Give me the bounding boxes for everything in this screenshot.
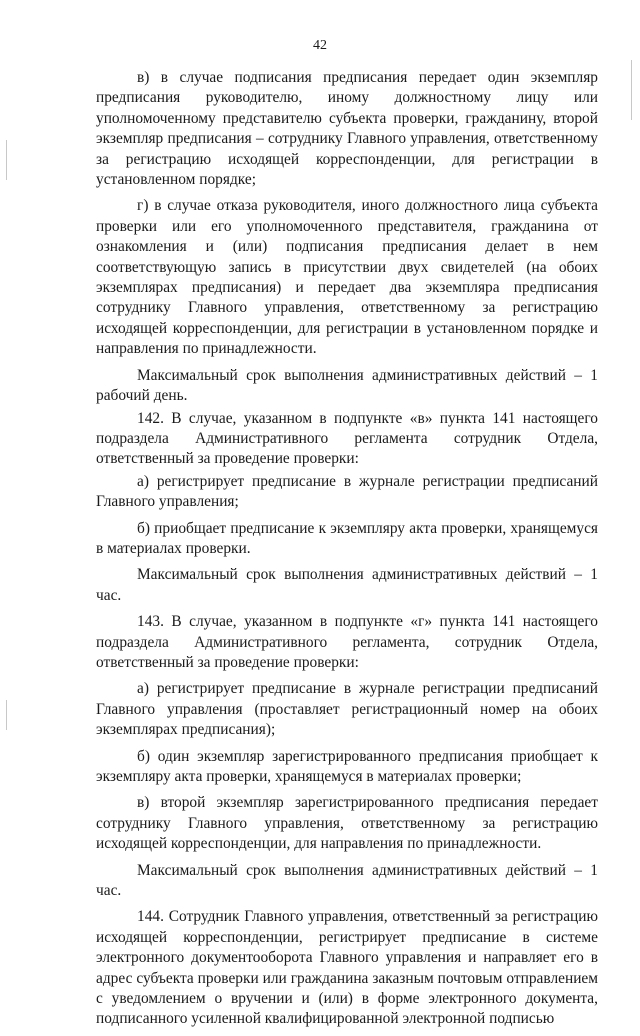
paragraph-142-b: б) приобщает предписание к экземпляру акта проверки, хранящемуся в материалах проверки. — [96, 519, 598, 557]
scan-edge-mark-right — [631, 60, 632, 120]
paragraph-deadline-3: Максимальный срок выполнения административных действий – 1 час. — [96, 861, 598, 900]
paragraph-141-v: в) в случае подписания предписания передает один экземпляр предписания руководителю, иному должностному лицу или уполномоченному представителю субъекта проверки, гражданину, второй экземпляр предписания – сотруднику Главного управления, ответственному за регистрацию исходящей корреспонденции, для регистрации в установленном порядке; — [96, 69, 598, 189]
paragraph-144: 144. Сотрудник Главного управления, ответственный за регистрацию исходящей корреспонденции, регистрирует предписание в системе электронного документооборота Главного управления и направляет его в адрес субъекта проверки или гражданина заказным почтовым отправлением с уведомлением о вручении и (или) в форме электронного документа, подписанного усиленной квалифицированной электронной подписью — [96, 908, 598, 1028]
paragraph-deadline-2: Максимальный срок выполнения административных действий – 1 час. — [96, 566, 598, 604]
scan-edge-mark-left-lower — [6, 700, 7, 730]
paragraph-143-a: а) регистрирует предписание в журнале регистрации предписаний Главного управления (проставляет регистрационный номер на обоих экземплярах предписания); — [96, 680, 598, 739]
paragraph-141-g: г) в случае отказа руководителя, иного должностного лица субъекта проверки или его уполномоченного представителя, гражданина от ознакомления и (или) подписания предписания делает в нем соответствующую запись в присутствии двух свидетелей (на обоих экземплярах предписания) и передает два экземпляра предписания сотруднику Главного управления, ответственному за регистрацию исходящей корреспонденции, для регистрации в установленном порядке и направления по принадлежности. — [96, 197, 598, 358]
page-number: 42 — [313, 38, 327, 53]
paragraph-143-v: в) второй экземпляр зарегистрированного предписания передает сотруднику Главного управления, ответственному за регистрацию исходящей корреспонденции, для направления по принадлежности. — [96, 794, 598, 853]
paragraph-142: 142. В случае, указанном в подпункте «в» пункта 141 настоящего подраздела Административного регламента сотрудник Отдела, ответственный за проведение проверки: — [96, 409, 598, 468]
document-body — [96, 68, 598, 1036]
paragraph-142-a: а) регистрирует предписание в журнале регистрации предписаний Главного управления; — [96, 472, 598, 511]
paragraph-143: 143. В случае, указанном в подпункте «г» пункта 141 настоящего подраздела Административного регламента, сотрудник Отдела, ответственный за проведение проверки: — [96, 613, 598, 671]
paragraph-deadline-1: Максимальный срок выполнения административных действий – 1 рабочий день. — [96, 366, 598, 405]
scan-edge-mark-left — [6, 140, 7, 180]
paragraph-143-b: б) один экземпляр зарегистрированного предписания приобщает к экземпляру акта проверки, хранящемуся в материалах проверки; — [96, 747, 598, 785]
